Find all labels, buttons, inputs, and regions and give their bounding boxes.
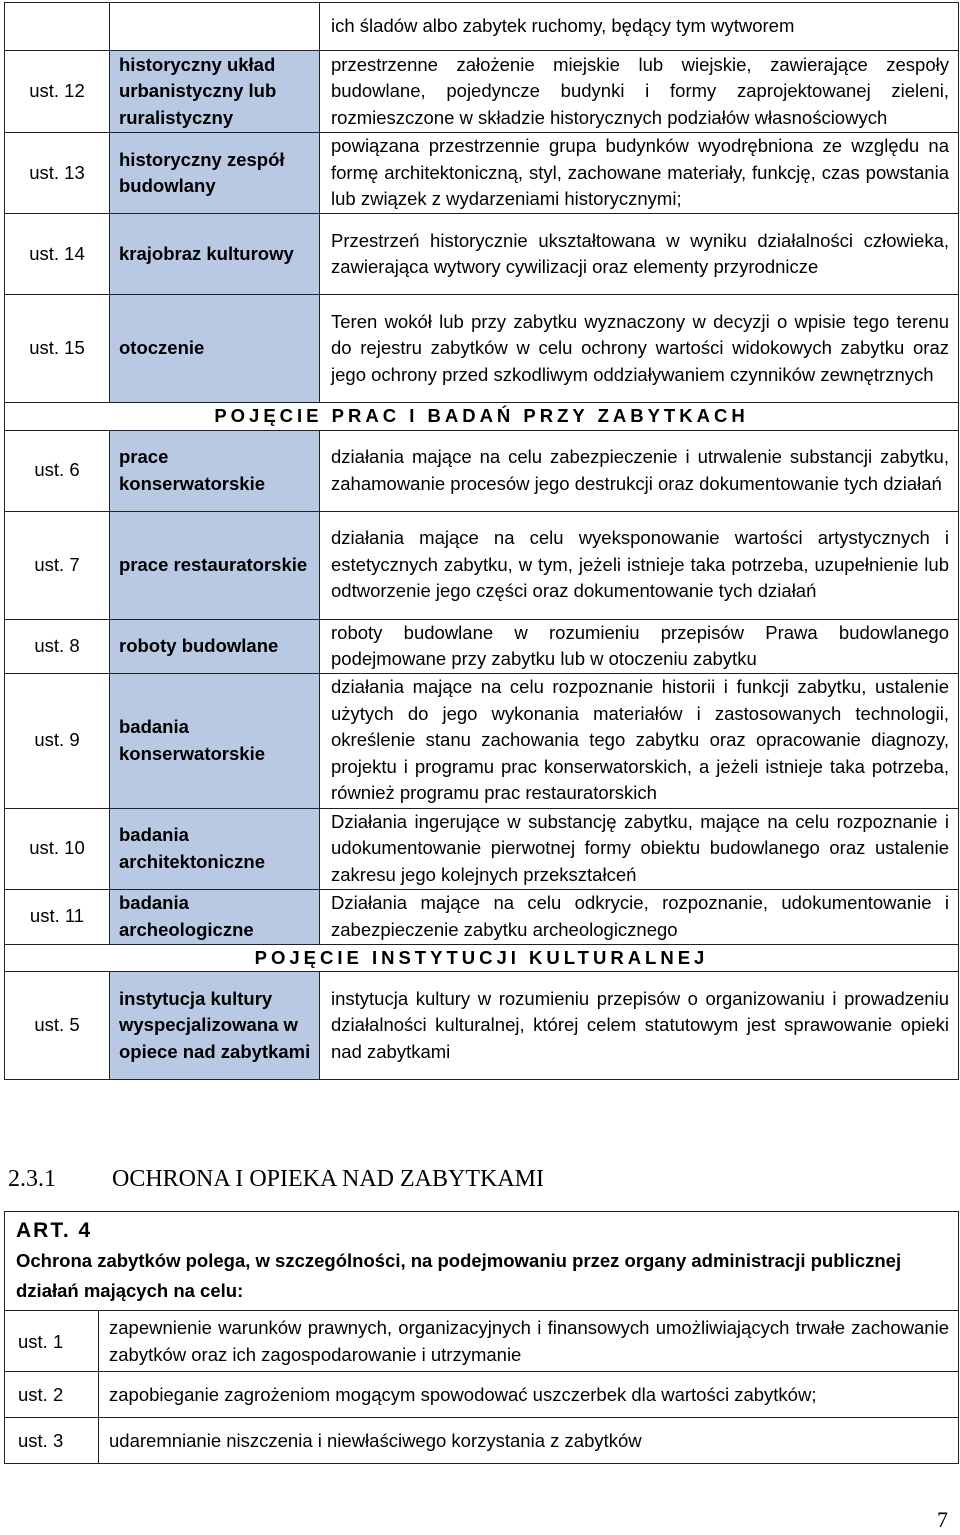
ust-cell: ust. 15 (5, 295, 110, 403)
ust-cell: ust. 8 (5, 619, 110, 673)
definition-cell: Działania mające na celu odkrycie, rozpoznanie, udokumentowanie i zabezpieczenie zabytku archeologicznego (320, 889, 959, 944)
term-cell: badania architektoniczne (110, 808, 320, 889)
term-cell (110, 3, 320, 51)
definition-cell: działania mające na celu zabezpieczenie i utrwalenie substancji zabytku, zahamowanie procesów jego destrukcji oraz dokumentowanie tych działań (320, 430, 959, 511)
ust-cell: ust. 2 (5, 1372, 99, 1418)
article-item-text: udaremnianie niszczenia i niewłaściwego korzystania z zabytków (99, 1418, 959, 1464)
definition-cell: przestrzenne założenie miejskie lub wiejskie, zawierające zespoły budowlane, pojedyncze budynki i formy zaprojektowanej zieleni, rozmieszczone w składzie historycznych podziałów własnościowych (320, 51, 959, 133)
article-table (4, 1211, 959, 1464)
ust-cell: ust. 1 (5, 1311, 99, 1372)
article-item-text: zapobieganie zagrożeniom mogącym spowodować uszczerbek dla wartości zabytków; (99, 1372, 959, 1418)
table-row (5, 3, 959, 51)
definition-cell: roboty budowlane w rozumieniu przepisów Prawa budowlanego podejmowane przy zabytku lub w otoczeniu zabytku (320, 619, 959, 673)
section-title: OCHRONA I OPIEKA NAD ZABYTKAMI (112, 1166, 544, 1192)
ust-cell: ust. 5 (5, 972, 110, 1080)
table-row (5, 972, 959, 1080)
definition-cell: Działania ingerujące w substancję zabytku, mające na celu rozpoznanie i udokumentowanie pierwotnej formy obiektu budowlanego oraz ustalenie zakresu jego kolejnych przekształceń (320, 808, 959, 889)
article-title: ART. 4 (16, 1219, 93, 1242)
ust-cell: ust. 3 (5, 1418, 99, 1464)
ust-cell (5, 3, 110, 51)
term-cell: prace konserwatorskie (110, 430, 320, 511)
section-header-prace: POJĘCIE PRAC I BADAŃ PRZY ZABYTKACH (5, 403, 959, 431)
table-row (5, 1418, 959, 1464)
term-cell: otoczenie (110, 295, 320, 403)
table-row (5, 1311, 959, 1372)
definition-cell: działania mające na celu rozpoznanie historii i funkcji zabytku, ustalenie użytych do jego wykonania materiałów i zastosowanych technologii, określenie stanu zachowania tego zabytku oraz opracowanie diagnozy, projektu i programu prac konserwatorskich, a jeżeli istnieje taka potrzeba, również programu prac restauratorskich (320, 673, 959, 808)
definition-cell: powiązana przestrzennie grupa budynków wyodrębniona ze względu na formę architektoniczną, styl, zachowane materiały, funkcję, czas powstania lub związek z wydarzeniami historycznymi; (320, 133, 959, 214)
section-header-row (5, 944, 959, 972)
term-cell: historyczny zespół budowlany (110, 133, 320, 214)
article-item-text: zapewnienie warunków prawnych, organizacyjnych i finansowych umożliwiających trwałe zachowanie zabytków oraz ich zagospodarowanie i utrzymanie (99, 1311, 959, 1372)
table-row (5, 808, 959, 889)
table-row (5, 430, 959, 511)
term-cell: historyczny układ urbanistyczny lub ruralistyczny (110, 51, 320, 133)
term-cell: badania archeologiczne (110, 889, 320, 944)
term-cell: instytucja kultury wyspecjalizowana w opiece nad zabytkami (110, 972, 320, 1080)
definition-cell: ich śladów albo zabytek ruchomy, będący tym wytworem (320, 3, 959, 51)
definitions-table (4, 2, 959, 1080)
ust-cell: ust. 9 (5, 673, 110, 808)
term-cell: roboty budowlane (110, 619, 320, 673)
ust-cell: ust. 12 (5, 51, 110, 133)
ust-cell: ust. 10 (5, 808, 110, 889)
term-cell: krajobraz kulturowy (110, 214, 320, 295)
definition-cell: instytucja kultury w rozumieniu przepisów o organizowaniu i prowadzeniu działalności kulturalnej, której celem statutowym jest sprawowanie opieki nad zabytkami (320, 972, 959, 1080)
ust-cell: ust. 11 (5, 889, 110, 944)
term-cell: badania konserwatorskie (110, 673, 320, 808)
table-row (5, 673, 959, 808)
ust-cell: ust. 6 (5, 430, 110, 511)
section-heading (8, 1166, 544, 1193)
definition-cell: Przestrzeń historycznie ukształtowana w wyniku działalności człowieka, zawierająca wytwory cywilizacji oraz elementy przyrodnicze (320, 214, 959, 295)
term-cell: prace restauratorskie (110, 511, 320, 619)
article-header-row (5, 1212, 959, 1311)
section-number: 2.3.1 (8, 1166, 56, 1192)
article-header-cell (5, 1212, 959, 1311)
ust-cell: ust. 7 (5, 511, 110, 619)
definition-cell: działania mające na celu wyeksponowanie wartości artystycznych i estetycznych zabytku, w tym, jeżeli istnieje taka potrzeba, uzupełnienie lub odtworzenie jego części oraz dokumentowanie tych działań (320, 511, 959, 619)
table-row (5, 511, 959, 619)
table-row (5, 295, 959, 403)
table-row (5, 619, 959, 673)
article-intro: Ochrona zabytków polega, w szczególności, na podejmowaniu przez organy administracji publicznej działań mających na celu: (16, 1250, 902, 1301)
ust-cell: ust. 13 (5, 133, 110, 214)
table-row (5, 51, 959, 133)
table-row (5, 214, 959, 295)
page-number: 7 (937, 1507, 948, 1532)
ust-cell: ust. 14 (5, 214, 110, 295)
section-header-row (5, 403, 959, 431)
definition-cell: Teren wokół lub przy zabytku wyznaczony w decyzji o wpisie tego terenu do rejestru zabytków w celu ochrony wartości widokowych zabytku oraz jego ochrony przed szkodliwym oddziaływaniem czynników zewnętrznych (320, 295, 959, 403)
table-row (5, 1372, 959, 1418)
section-header-instytucji: POJĘCIE INSTYTUCJI KULTURALNEJ (5, 944, 959, 972)
table-row (5, 133, 959, 214)
table-row (5, 889, 959, 944)
